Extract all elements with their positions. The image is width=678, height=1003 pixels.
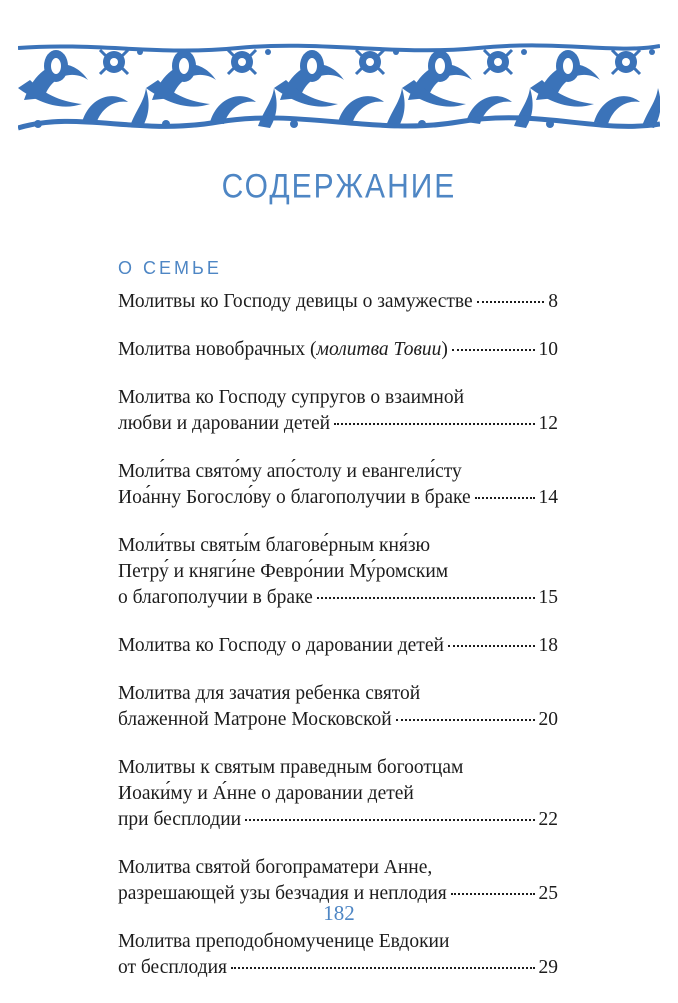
leader-dots (477, 301, 545, 303)
floral-ornament-icon (18, 40, 660, 136)
toc-entry-title: разрешающей узы безчадия и неплодия (118, 883, 447, 904)
toc-entry-title: о благополучии в браке (118, 587, 313, 608)
section-heading: О СЕМЬЕ (118, 258, 222, 278)
toc-entry-page: 15 (538, 587, 558, 608)
leader-dots (451, 893, 535, 895)
toc-entry-title-line: Молитва ко Господу супругов о взаимной (118, 387, 465, 408)
toc-entry-title: блаженной Матроне Московской (118, 709, 392, 730)
toc-entry-title-line: Молитвы к святым праведным богоотцам (118, 757, 464, 778)
toc-entry-page: 12 (538, 413, 558, 434)
toc-entry-title-line: Петру́ и княги́не Февро́нии Му́ромским (118, 561, 449, 582)
toc-entry-title: при бесплодии (118, 809, 242, 830)
page-title: СОДЕРЖАНИЕ (221, 167, 457, 206)
toc-entry-page: 25 (538, 883, 558, 904)
toc-entry-page: 22 (538, 809, 558, 830)
leader-dots (448, 645, 535, 647)
toc-entry-title: Молитва ко Господу о даровании детей (118, 635, 444, 656)
toc-entry-title: Иоа́нну Богосло́ву о благополучии в браке (118, 487, 471, 508)
toc-entry-page: 20 (538, 709, 558, 730)
toc-entry-page: 29 (538, 957, 558, 978)
toc-entry[interactable] (118, 929, 558, 981)
toc-entry[interactable] (118, 633, 558, 659)
toc-entry-title: от бесплодия (118, 957, 228, 978)
toc-entry[interactable] (118, 289, 558, 315)
page-number: 182 (323, 901, 355, 925)
toc-entry-page: 10 (538, 339, 558, 360)
toc-entry[interactable] (118, 385, 558, 437)
toc-entry[interactable] (118, 755, 558, 833)
toc-entry-page: 18 (538, 635, 558, 656)
toc-entry-page: 14 (538, 487, 558, 508)
toc-entry-title-line: Моли́твы святы́м благове́рным кня́зю (118, 535, 431, 556)
toc-entry-title-line: Моли́тва свято́му апо́столу и евангели́сту (118, 461, 462, 482)
toc-entry-title: Молитвы ко Господу девицы о замужестве (118, 291, 473, 312)
toc-entry-page: 8 (548, 291, 558, 312)
leader-dots (334, 423, 534, 425)
leader-dots (452, 349, 535, 351)
table-of-contents (118, 289, 558, 1003)
toc-entry-title-line: Молитва святой богопраматери Анне, (118, 857, 433, 878)
toc-entry[interactable] (118, 681, 558, 733)
toc-entry-title-line: Молитва преподобномученице Евдокии (118, 931, 450, 952)
toc-entry-title: любви и даровании детей (118, 413, 331, 434)
toc-entry[interactable] (118, 855, 558, 907)
leader-dots (475, 497, 535, 499)
toc-entry[interactable] (118, 459, 558, 511)
leader-dots (245, 819, 534, 821)
leader-dots (231, 967, 534, 969)
toc-entry-title-line: Молитва для зачатия ребенка святой (118, 683, 421, 704)
leader-dots (317, 597, 535, 599)
toc-entry-title: Молитва новобрачных (молитва Товии) (118, 339, 448, 360)
leader-dots (396, 719, 535, 721)
toc-entry-title-line: Иоаки́му и А́нне о даровании детей (118, 783, 414, 804)
toc-entry[interactable] (118, 533, 558, 611)
toc-entry[interactable] (118, 337, 558, 363)
